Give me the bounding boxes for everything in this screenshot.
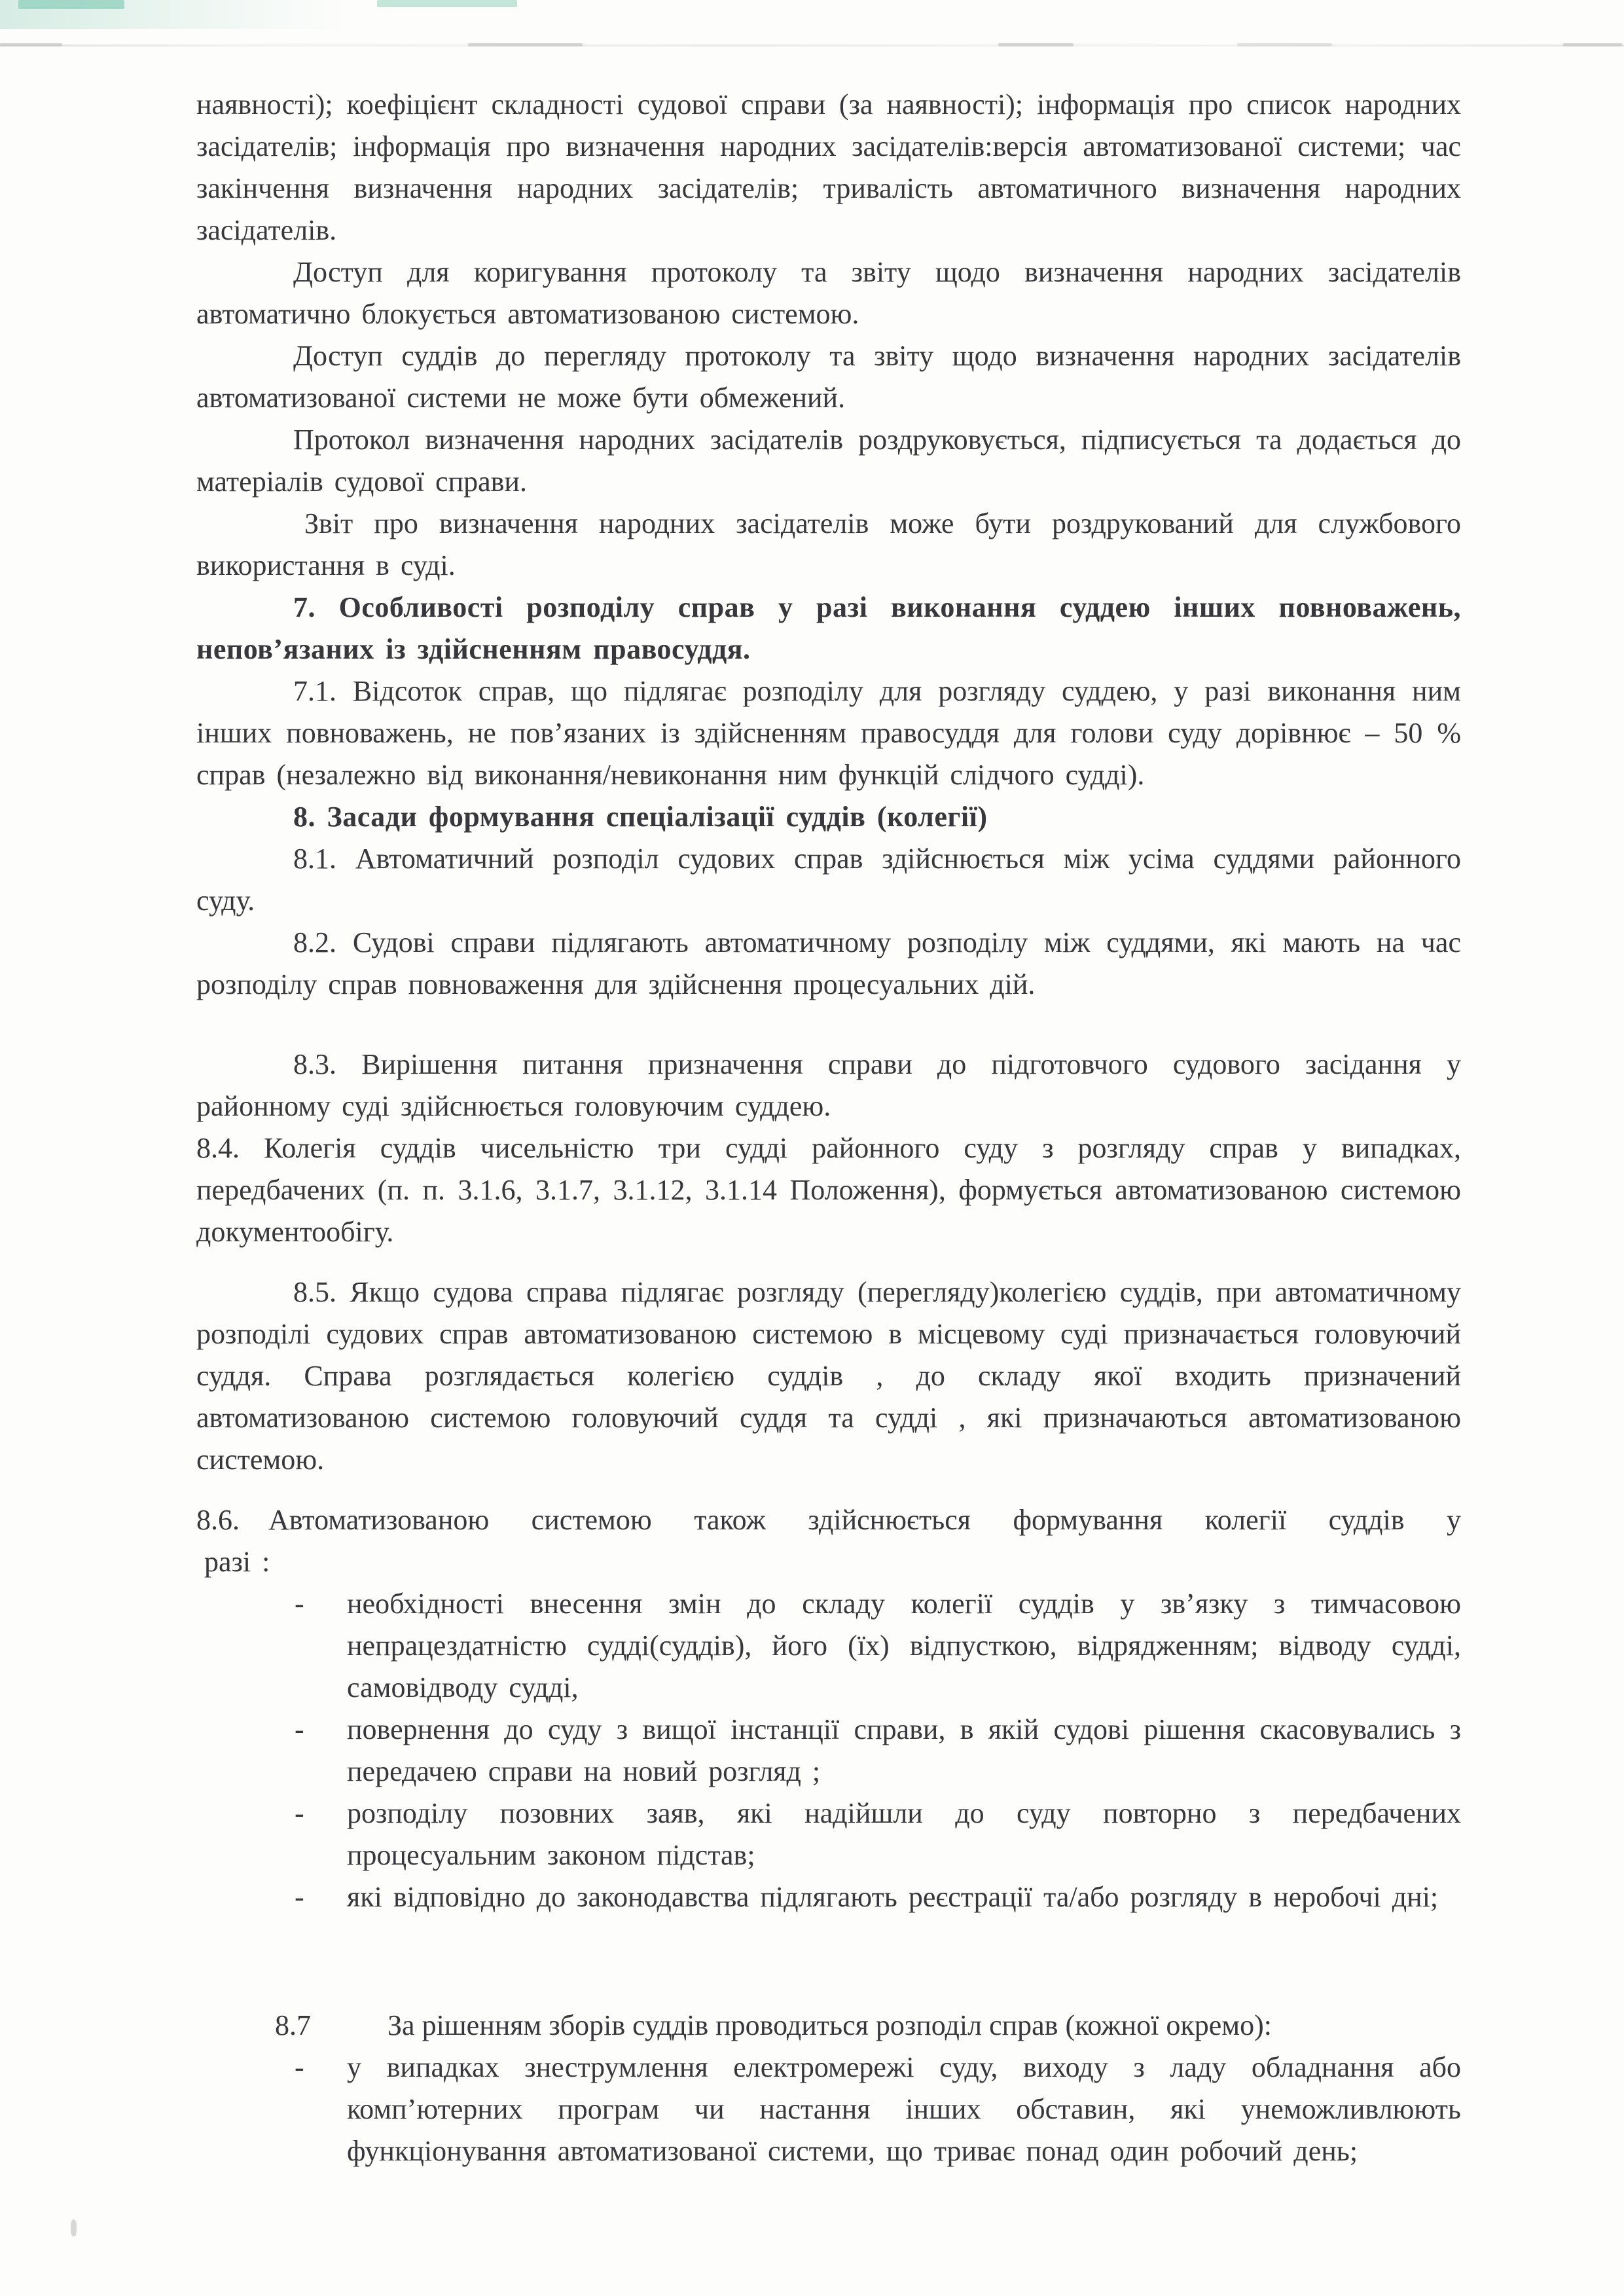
bullet-text: необхідності внесення змін до складу колегії суддів у зв’язку з тимчасовою непрацездатністю судді(суддів), його (їх) відпусткою, відрядженням; відводу судді, самовідводу судді, <box>347 1588 1461 1704</box>
section-8-heading: 8. Засади формування спеціалізації суддів (колегії) <box>293 801 988 833</box>
bullet-dash: - <box>295 1588 304 1620</box>
clause-8-6-line1: 8.6. Автоматизованою системою також здійснюється формування колегії суддів у <box>196 1504 1461 1536</box>
clause-8-2: 8.2. Судові справи підлягають автоматичному розподілу між суддями, які мають на час розподілу справ повноваження для здійснення процесуальних дій. <box>196 926 1461 1000</box>
list-item <box>196 1583 1461 1709</box>
clause-number: 8.7 <box>275 2009 311 2041</box>
list-item <box>196 2047 1461 2172</box>
bullet-text: які відповідно до законодавства підлягають реєстрації та/або розгляду в неробочі дні; <box>347 1881 1439 1913</box>
clause-8-7 <box>196 2005 1461 2047</box>
scan-artifact-dash <box>0 43 62 46</box>
paragraph-continuation: наявності); коефіцієнт складності судової справи (за наявності); інформація про список народних засідателів; інформація про визначення народних засідателів:версія автоматизованої системи; час закінчення визначення народних засідателів; тривалість автоматичного визначення народних засідателів. <box>196 88 1461 246</box>
clause-8-1: 8.1. Автоматичний розподіл судових справ здійснюється між усіма суддями районного суду. <box>196 843 1461 917</box>
scan-artifact-speck <box>71 2219 77 2236</box>
scan-artifact-teal-bar <box>18 0 124 9</box>
clause-8-4: 8.4. Колегія суддів чисельністю три судді районного суду з розгляду справ у випадках, передбачених (п. п. 3.1.6, 3.1.7, 3.1.12, 3.1.14 Положення), формується автоматизованою системою документообігу. <box>196 1132 1461 1248</box>
paragraph-access-editing: Доступ для коригування протоколу та звіту щодо визначення народних засідателів автоматично блокується автоматизованою системою. <box>196 256 1461 330</box>
scan-artifact-teal-bar <box>377 0 517 7</box>
scan-artifact-horizontal-line <box>0 45 1624 46</box>
list-item <box>196 1709 1461 1793</box>
paragraph-protocol-printing: Протокол визначення народних засідателів роздруковується, підписується та додається до матеріалів судової справи. <box>196 424 1461 498</box>
scan-artifact-dash <box>1563 43 1622 46</box>
document-body <box>196 84 1461 2172</box>
clause-8-3: 8.3. Вирішення питання призначення справи до підготовчого судового засідання у районному суді здійснюється головуючим суддею. <box>196 1048 1461 1122</box>
bullet-text: у випадках знеструмлення електромережі суду, виходу з ладу обладнання або комп’ютерних програм чи настання інших обставин, які унеможливлюють функціонування автоматизованої системи, що триває понад один робочий день; <box>347 2051 1461 2167</box>
bullet-dash: - <box>295 2051 304 2083</box>
section-7-heading: 7. Особливості розподілу справ у разі виконання суддею інших повноважень, непов’язаних із здійсненням правосуддя. <box>196 591 1461 665</box>
clause-text: За рішенням зборів суддів проводиться розподіл справ (кожної окремо): <box>388 2009 1272 2041</box>
bullet-text: повернення до суду з вищої інстанції справи, в якій судові рішення скасовувались з передачею справи на новий розгляд ; <box>347 1713 1461 1787</box>
bullet-dash: - <box>295 1713 304 1745</box>
scan-artifact-dash <box>468 43 583 46</box>
bullet-dash: - <box>295 1881 304 1913</box>
paragraph-report-printing: Звіт про визначення народних засідателів може бути роздрукований для службового використання в суді. <box>196 507 1461 581</box>
list-item <box>196 1876 1461 1918</box>
paragraph-judges-access: Доступ суддів до перегляду протоколу та звіту щодо визначення народних засідателів автоматизованої системи не може бути обмежений. <box>196 340 1461 414</box>
scan-artifact-dash <box>1237 43 1332 46</box>
bullet-text: розподілу позовних заяв, які надійшли до суду повторно з передбачених процесуальним законом підстав; <box>347 1797 1461 1871</box>
clause-7-1: 7.1. Відсоток справ, що підлягає розподілу для розгляду суддею, у разі виконання ним інших повноважень, не пов’язаних із здійсненням правосуддя для голови суду дорівнює – 50 % справ (незалежно від виконання/невиконання ним функцій слідчого судді). <box>196 675 1461 791</box>
clause-8-6-line2: разі : <box>204 1546 270 1578</box>
scan-artifact-dash <box>998 43 1074 46</box>
clause-8-5: 8.5. Якщо судова справа підлягає розгляду (перегляду)колегією суддів, при автоматичному розподілі судових справ автоматизованою системою в місцевому суді призначається головуючий суддя. Справа розглядається колегією суддів , до складу якої входить призначений автоматизованою системою головуючий суддя та судді , які призначаються автоматизованою системою. <box>196 1276 1461 1476</box>
bullet-dash: - <box>295 1797 304 1829</box>
list-item <box>196 1793 1461 1876</box>
